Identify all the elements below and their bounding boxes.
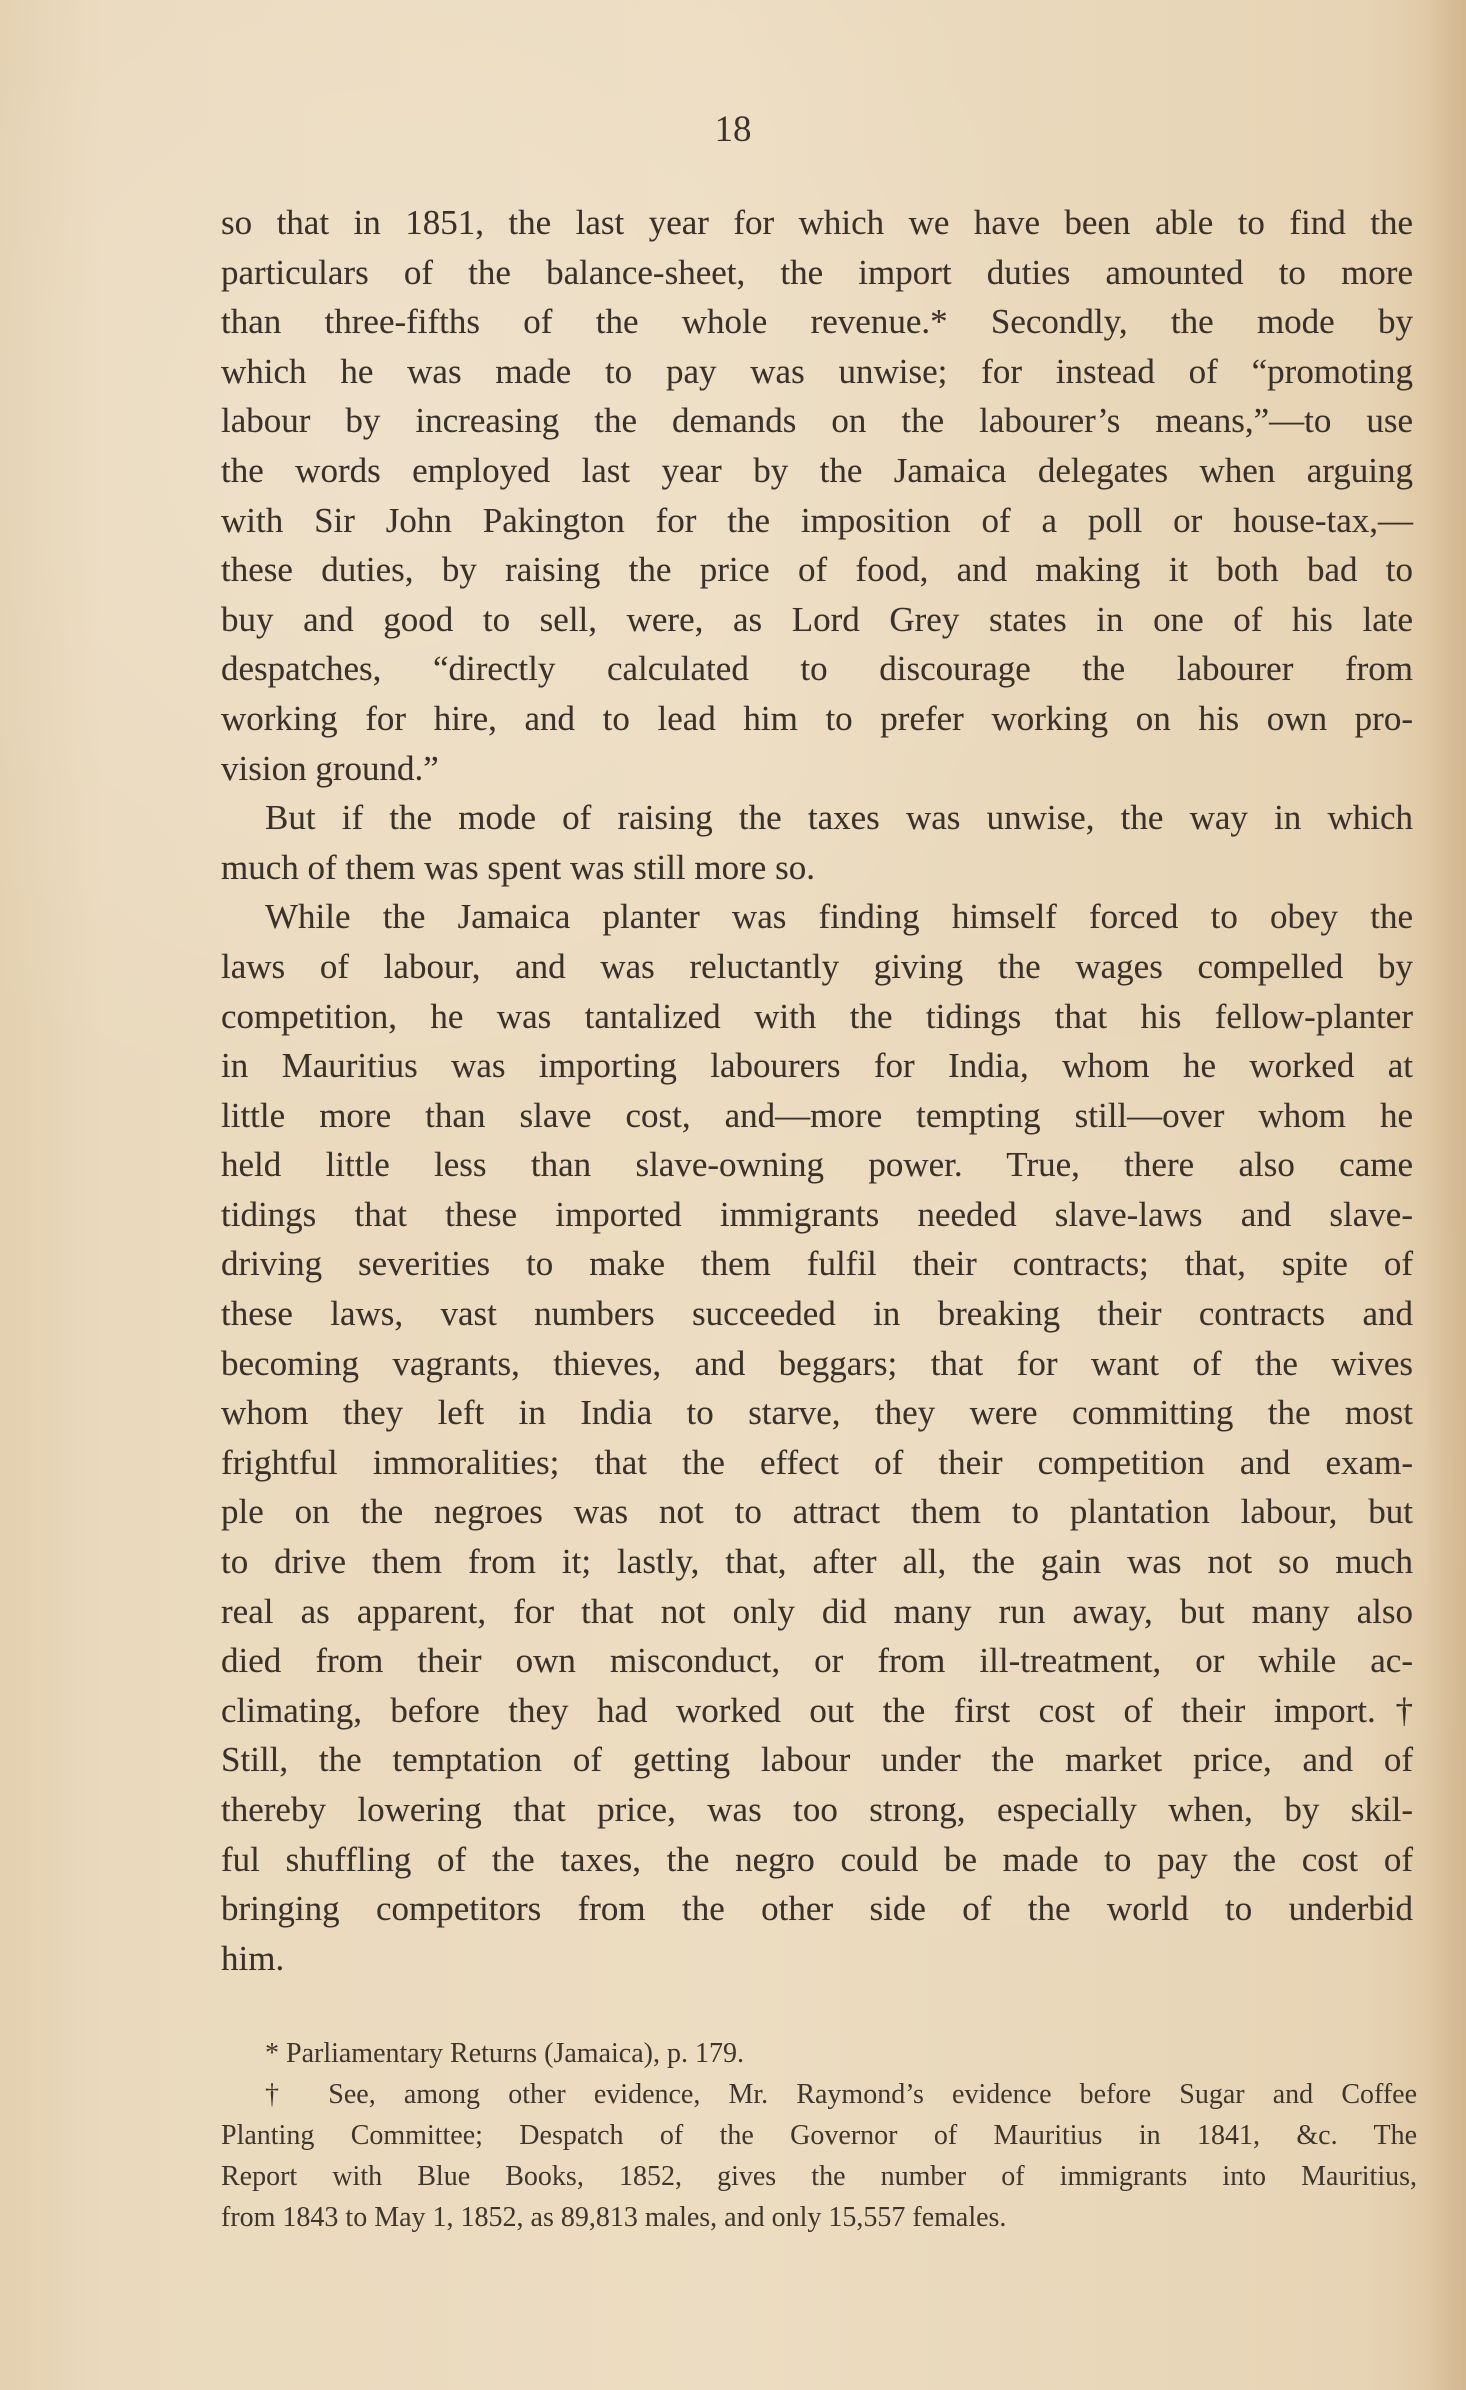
text-line: particulars of the balance-sheet, the import duties amounted to more	[221, 252, 1413, 292]
text-line: so that in 1851, the last year for which we have been able to find the	[221, 203, 1413, 242]
text-line: becoming vagrants, thieves, and beggars; that for want of the wives	[221, 1343, 1413, 1383]
text-line: climating, before they had worked out the first cost of their import.†	[221, 1690, 1413, 1730]
text-line: him.	[221, 1938, 285, 1978]
main-text-block	[221, 198, 1413, 1983]
footnote-line: † See, among other evidence, Mr. Raymond’s evidence before Sugar and Coffee	[265, 2079, 1417, 2110]
text-line: with Sir John Pakington for the imposition of a poll or house-tax,—	[221, 500, 1413, 540]
text-line: the words employed last year by the Jamaica delegates when arguing	[221, 450, 1413, 490]
text-line: ful shuffling of the taxes, the negro could be made to pay the cost of	[221, 1839, 1413, 1879]
text-line: real as apparent, for that not only did many run away, but many also	[221, 1591, 1413, 1631]
text-line: laws of labour, and was reluctantly giving the wages compelled by	[221, 946, 1413, 986]
text-line: despatches, “directly calculated to discourage the labourer from	[221, 649, 1413, 689]
text-line: competition, he was tantalized with the tidings that his fellow-planter	[221, 996, 1413, 1036]
text-line: tidings that these imported immigrants needed slave-laws and slave-	[221, 1194, 1413, 1234]
text-line: ple on the negroes was not to attract them to plantation labour, but	[221, 1492, 1413, 1532]
footnote-line: Planting Committee; Despatch of the Governor of Mauritius in 1841, &c. The	[221, 2120, 1417, 2151]
text-line: labour by increasing the demands on the labourer’s means,”—to use	[221, 401, 1413, 441]
text-line: much of them was spent was still more so.	[221, 847, 815, 887]
text-line: little more than slave cost, and—more tempting still—over whom he	[221, 1095, 1413, 1135]
text-line: bringing competitors from the other side of the world to underbid	[221, 1889, 1413, 1929]
text-line: in Mauritius was importing labourers for India, whom he worked at	[221, 1046, 1413, 1086]
text-line: these laws, vast numbers succeeded in breaking their contracts and	[221, 1294, 1413, 1334]
page-edge-shadow	[1424, 0, 1466, 2390]
text-line: Still, the temptation of getting labour under the market price, and of	[221, 1740, 1413, 1780]
text-line: which he was made to pay was unwise; for instead of “promoting	[221, 351, 1413, 391]
text-line: these duties, by raising the price of food, and making it both bad to	[221, 550, 1413, 590]
text-line: frightful immoralities; that the effect of their competition and exam-	[221, 1442, 1413, 1482]
text-line: died from their own misconduct, or from ill-treatment, or while ac-	[221, 1641, 1413, 1681]
text-line: But if the mode of raising the taxes was unwise, the way in which	[265, 798, 1413, 838]
text-line: to drive them from it; lastly, that, after all, the gain was not so much	[221, 1542, 1413, 1582]
text-line: driving severities to make them fulfil their contracts; that, spite of	[221, 1244, 1413, 1284]
text-line: working for hire, and to lead him to prefer working on his own pro-	[221, 698, 1413, 738]
page-number: 18	[714, 109, 752, 150]
footnotes	[221, 2033, 1417, 2238]
footnote-line: * Parliamentary Returns (Jamaica), p. 179.	[265, 2038, 744, 2069]
text-line: While the Jamaica planter was finding himself forced to obey the	[265, 897, 1413, 937]
text-line: held little less than slave-owning power. True, there also came	[221, 1145, 1413, 1185]
footnote-line: Report with Blue Books, 1852, gives the number of immigrants into Mauritius,	[221, 2161, 1417, 2192]
text-line: whom they left in India to starve, they were committing the most	[221, 1393, 1413, 1433]
text-line: buy and good to sell, were, as Lord Grey states in one of his late	[221, 599, 1413, 639]
text-line: thereby lowering that price, was too strong, especially when, by skil-	[221, 1790, 1413, 1829]
text-line: vision ground.”	[221, 748, 439, 788]
text-line: than three-fifths of the whole revenue.* Secondly, the mode by	[221, 302, 1413, 342]
footnote-line: from 1843 to May 1, 1852, as 89,813 males, and only 15,557 females.	[221, 2202, 1007, 2233]
